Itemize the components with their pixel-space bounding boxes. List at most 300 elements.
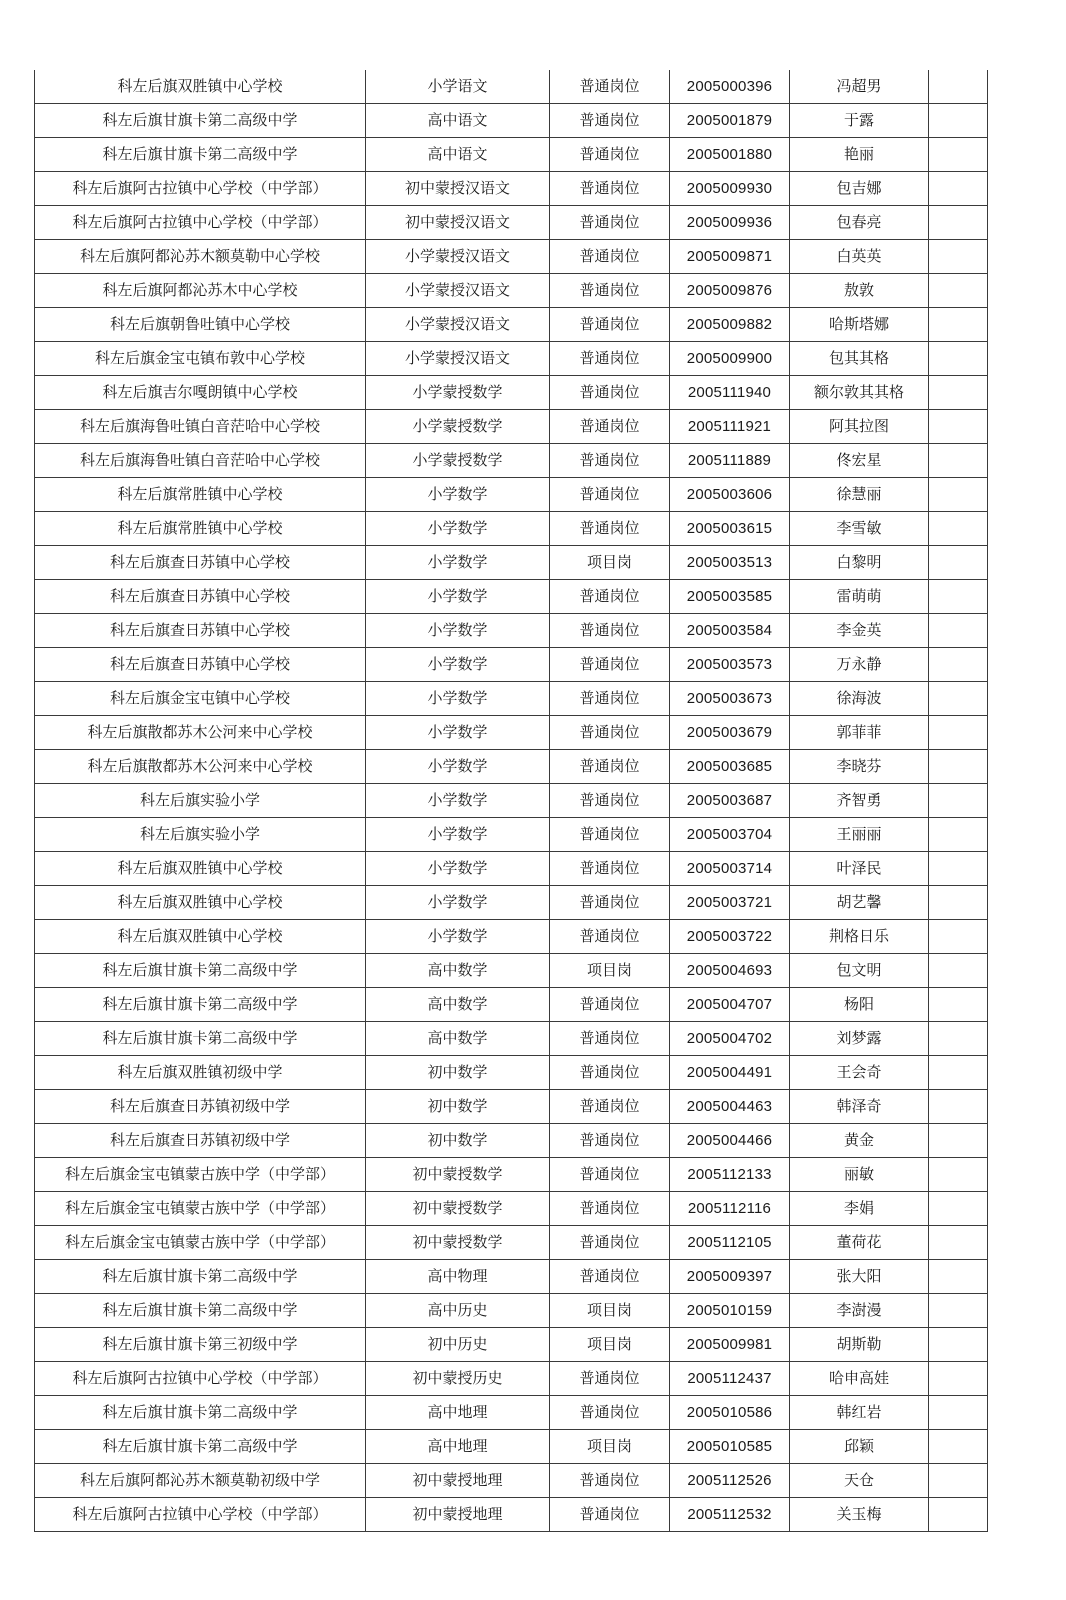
table-row [35, 580, 988, 614]
school-cell: 科左后旗金宝屯镇布敦中心学校 [35, 342, 366, 376]
school-cell: 科左后旗朝鲁吐镇中心学校 [35, 308, 366, 342]
remark-cell [929, 750, 988, 784]
school-cell: 科左后旗查日苏镇中心学校 [35, 648, 366, 682]
remark-cell [929, 818, 988, 852]
name-cell: 黄金 [790, 1124, 929, 1158]
exam-id-cell: 2005004466 [670, 1124, 790, 1158]
name-cell: 荆格日乐 [790, 920, 929, 954]
exam-id-cell: 2005112105 [670, 1226, 790, 1260]
post-type-cell: 普通岗位 [550, 308, 670, 342]
exam-id-cell: 2005003722 [670, 920, 790, 954]
remark-cell [929, 1260, 988, 1294]
remark-cell [929, 1022, 988, 1056]
subject-cell: 初中蒙授历史 [366, 1362, 550, 1396]
table-row [35, 1260, 988, 1294]
name-cell: 齐智勇 [790, 784, 929, 818]
remark-cell [929, 206, 988, 240]
exam-id-cell: 2005001880 [670, 138, 790, 172]
school-cell: 科左后旗查日苏镇中心学校 [35, 546, 366, 580]
table-row [35, 920, 988, 954]
table-row [35, 1498, 988, 1532]
exam-id-cell: 2005003606 [670, 478, 790, 512]
remark-cell [929, 410, 988, 444]
school-cell: 科左后旗甘旗卡第二高级中学 [35, 104, 366, 138]
remark-cell [929, 920, 988, 954]
subject-cell: 小学数学 [366, 580, 550, 614]
subject-cell: 小学数学 [366, 546, 550, 580]
remark-cell [929, 274, 988, 308]
remark-cell [929, 172, 988, 206]
name-cell: 丽敏 [790, 1158, 929, 1192]
post-type-cell: 普通岗位 [550, 206, 670, 240]
table-row [35, 818, 988, 852]
post-type-cell: 普通岗位 [550, 1498, 670, 1532]
exam-id-cell: 2005111889 [670, 444, 790, 478]
table-row [35, 342, 988, 376]
table-row [35, 444, 988, 478]
post-type-cell: 普通岗位 [550, 1226, 670, 1260]
subject-cell: 初中蒙授地理 [366, 1464, 550, 1498]
table-row [35, 682, 988, 716]
subject-cell: 小学蒙授汉语文 [366, 274, 550, 308]
name-cell: 张大阳 [790, 1260, 929, 1294]
subject-cell: 小学数学 [366, 784, 550, 818]
table-row [35, 478, 988, 512]
post-type-cell: 普通岗位 [550, 988, 670, 1022]
roster-sheet [34, 70, 987, 1532]
roster-table [34, 70, 988, 1532]
table-row [35, 410, 988, 444]
table-row [35, 240, 988, 274]
exam-id-cell: 2005003679 [670, 716, 790, 750]
post-type-cell: 普通岗位 [550, 1396, 670, 1430]
remark-cell [929, 1192, 988, 1226]
table-row [35, 138, 988, 172]
name-cell: 邱颖 [790, 1430, 929, 1464]
post-type-cell: 项目岗 [550, 1328, 670, 1362]
remark-cell [929, 376, 988, 410]
table-row [35, 886, 988, 920]
subject-cell: 高中数学 [366, 988, 550, 1022]
remark-cell [929, 886, 988, 920]
post-type-cell: 普通岗位 [550, 614, 670, 648]
school-cell: 科左后旗金宝屯镇中心学校 [35, 682, 366, 716]
subject-cell: 初中蒙授汉语文 [366, 206, 550, 240]
exam-id-cell: 2005003615 [670, 512, 790, 546]
school-cell: 科左后旗阿都沁苏木中心学校 [35, 274, 366, 308]
school-cell: 科左后旗金宝屯镇蒙古族中学（中学部） [35, 1226, 366, 1260]
table-row [35, 614, 988, 648]
remark-cell [929, 104, 988, 138]
school-cell: 科左后旗甘旗卡第二高级中学 [35, 1396, 366, 1430]
name-cell: 哈斯塔娜 [790, 308, 929, 342]
subject-cell: 小学数学 [366, 852, 550, 886]
name-cell: 杨阳 [790, 988, 929, 1022]
table-row [35, 1396, 988, 1430]
subject-cell: 高中物理 [366, 1260, 550, 1294]
remark-cell [929, 1328, 988, 1362]
name-cell: 王会奇 [790, 1056, 929, 1090]
subject-cell: 高中语文 [366, 104, 550, 138]
table-row [35, 954, 988, 988]
subject-cell: 小学蒙授数学 [366, 376, 550, 410]
school-cell: 科左后旗实验小学 [35, 818, 366, 852]
school-cell: 科左后旗海鲁吐镇白音茫哈中心学校 [35, 410, 366, 444]
exam-id-cell: 2005009981 [670, 1328, 790, 1362]
school-cell: 科左后旗阿都沁苏木额莫勒初级中学 [35, 1464, 366, 1498]
table-row [35, 1328, 988, 1362]
table-row [35, 274, 988, 308]
name-cell: 包吉娜 [790, 172, 929, 206]
name-cell: 白英英 [790, 240, 929, 274]
subject-cell: 高中地理 [366, 1430, 550, 1464]
post-type-cell: 项目岗 [550, 1430, 670, 1464]
remark-cell [929, 1090, 988, 1124]
school-cell: 科左后旗查日苏镇中心学校 [35, 580, 366, 614]
remark-cell [929, 240, 988, 274]
school-cell: 科左后旗阿古拉镇中心学校（中学部） [35, 172, 366, 206]
subject-cell: 小学语文 [366, 70, 550, 104]
subject-cell: 小学蒙授汉语文 [366, 240, 550, 274]
exam-id-cell: 2005004702 [670, 1022, 790, 1056]
name-cell: 阿其拉图 [790, 410, 929, 444]
subject-cell: 初中数学 [366, 1090, 550, 1124]
remark-cell [929, 1396, 988, 1430]
school-cell: 科左后旗金宝屯镇蒙古族中学（中学部） [35, 1192, 366, 1226]
school-cell: 科左后旗双胜镇中心学校 [35, 852, 366, 886]
post-type-cell: 项目岗 [550, 546, 670, 580]
post-type-cell: 普通岗位 [550, 104, 670, 138]
name-cell: 徐慧丽 [790, 478, 929, 512]
name-cell: 李雪敏 [790, 512, 929, 546]
exam-id-cell: 2005112437 [670, 1362, 790, 1396]
school-cell: 科左后旗双胜镇中心学校 [35, 920, 366, 954]
table-row [35, 1090, 988, 1124]
exam-id-cell: 2005112116 [670, 1192, 790, 1226]
remark-cell [929, 648, 988, 682]
exam-id-cell: 2005112133 [670, 1158, 790, 1192]
school-cell: 科左后旗阿都沁苏木额莫勒中心学校 [35, 240, 366, 274]
school-cell: 科左后旗海鲁吐镇白音茫哈中心学校 [35, 444, 366, 478]
remark-cell [929, 138, 988, 172]
name-cell: 艳丽 [790, 138, 929, 172]
subject-cell: 高中地理 [366, 1396, 550, 1430]
post-type-cell: 普通岗位 [550, 240, 670, 274]
subject-cell: 小学蒙授汉语文 [366, 308, 550, 342]
subject-cell: 小学数学 [366, 648, 550, 682]
name-cell: 刘梦露 [790, 1022, 929, 1056]
post-type-cell: 普通岗位 [550, 818, 670, 852]
post-type-cell: 普通岗位 [550, 648, 670, 682]
post-type-cell: 普通岗位 [550, 580, 670, 614]
subject-cell: 高中历史 [366, 1294, 550, 1328]
post-type-cell: 普通岗位 [550, 852, 670, 886]
name-cell: 关玉梅 [790, 1498, 929, 1532]
post-type-cell: 普通岗位 [550, 1260, 670, 1294]
subject-cell: 小学蒙授数学 [366, 410, 550, 444]
exam-id-cell: 2005003584 [670, 614, 790, 648]
subject-cell: 高中数学 [366, 954, 550, 988]
table-row [35, 648, 988, 682]
subject-cell: 小学数学 [366, 886, 550, 920]
name-cell: 李金英 [790, 614, 929, 648]
school-cell: 科左后旗常胜镇中心学校 [35, 512, 366, 546]
table-row [35, 1464, 988, 1498]
table-row [35, 1226, 988, 1260]
exam-id-cell: 2005009876 [670, 274, 790, 308]
name-cell: 敖敦 [790, 274, 929, 308]
post-type-cell: 普通岗位 [550, 1022, 670, 1056]
school-cell: 科左后旗甘旗卡第二高级中学 [35, 1294, 366, 1328]
remark-cell [929, 1158, 988, 1192]
exam-id-cell: 2005000396 [670, 70, 790, 104]
subject-cell: 小学数学 [366, 478, 550, 512]
remark-cell [929, 614, 988, 648]
remark-cell [929, 852, 988, 886]
table-row [35, 206, 988, 240]
remark-cell [929, 1124, 988, 1158]
remark-cell [929, 478, 988, 512]
name-cell: 叶泽民 [790, 852, 929, 886]
name-cell: 王丽丽 [790, 818, 929, 852]
exam-id-cell: 2005004693 [670, 954, 790, 988]
exam-id-cell: 2005003685 [670, 750, 790, 784]
exam-id-cell: 2005004707 [670, 988, 790, 1022]
school-cell: 科左后旗甘旗卡第二高级中学 [35, 1430, 366, 1464]
name-cell: 额尔敦其其格 [790, 376, 929, 410]
remark-cell [929, 988, 988, 1022]
subject-cell: 初中蒙授汉语文 [366, 172, 550, 206]
post-type-cell: 普通岗位 [550, 1192, 670, 1226]
table-row [35, 308, 988, 342]
exam-id-cell: 2005003585 [670, 580, 790, 614]
table-row [35, 750, 988, 784]
post-type-cell: 普通岗位 [550, 342, 670, 376]
name-cell: 冯超男 [790, 70, 929, 104]
school-cell: 科左后旗阿古拉镇中心学校（中学部） [35, 1362, 366, 1396]
post-type-cell: 普通岗位 [550, 716, 670, 750]
post-type-cell: 普通岗位 [550, 70, 670, 104]
name-cell: 白黎明 [790, 546, 929, 580]
post-type-cell: 普通岗位 [550, 1158, 670, 1192]
subject-cell: 初中数学 [366, 1124, 550, 1158]
post-type-cell: 普通岗位 [550, 444, 670, 478]
name-cell: 于露 [790, 104, 929, 138]
table-row [35, 1192, 988, 1226]
table-row [35, 546, 988, 580]
exam-id-cell: 2005003513 [670, 546, 790, 580]
exam-id-cell: 2005009882 [670, 308, 790, 342]
table-row [35, 376, 988, 410]
exam-id-cell: 2005003721 [670, 886, 790, 920]
name-cell: 韩泽奇 [790, 1090, 929, 1124]
school-cell: 科左后旗实验小学 [35, 784, 366, 818]
school-cell: 科左后旗阿古拉镇中心学校（中学部） [35, 206, 366, 240]
post-type-cell: 普通岗位 [550, 1362, 670, 1396]
table-row [35, 1294, 988, 1328]
post-type-cell: 普通岗位 [550, 410, 670, 444]
roster-body [35, 70, 988, 1532]
name-cell: 胡斯勒 [790, 1328, 929, 1362]
post-type-cell: 普通岗位 [550, 750, 670, 784]
exam-id-cell: 2005003704 [670, 818, 790, 852]
table-row [35, 70, 988, 104]
post-type-cell: 普通岗位 [550, 1056, 670, 1090]
table-row [35, 1124, 988, 1158]
school-cell: 科左后旗甘旗卡第二高级中学 [35, 988, 366, 1022]
post-type-cell: 普通岗位 [550, 682, 670, 716]
table-row [35, 1430, 988, 1464]
post-type-cell: 普通岗位 [550, 886, 670, 920]
exam-id-cell: 2005009871 [670, 240, 790, 274]
table-row [35, 172, 988, 206]
name-cell: 雷萌萌 [790, 580, 929, 614]
remark-cell [929, 1430, 988, 1464]
post-type-cell: 普通岗位 [550, 376, 670, 410]
name-cell: 哈申高娃 [790, 1362, 929, 1396]
table-row [35, 1158, 988, 1192]
remark-cell [929, 70, 988, 104]
exam-id-cell: 2005009930 [670, 172, 790, 206]
subject-cell: 初中数学 [366, 1056, 550, 1090]
subject-cell: 初中蒙授数学 [366, 1158, 550, 1192]
exam-id-cell: 2005111940 [670, 376, 790, 410]
post-type-cell: 普通岗位 [550, 478, 670, 512]
table-row [35, 716, 988, 750]
table-row [35, 988, 988, 1022]
name-cell: 徐海波 [790, 682, 929, 716]
post-type-cell: 普通岗位 [550, 512, 670, 546]
post-type-cell: 普通岗位 [550, 274, 670, 308]
subject-cell: 小学蒙授数学 [366, 444, 550, 478]
post-type-cell: 普通岗位 [550, 172, 670, 206]
table-row [35, 512, 988, 546]
subject-cell: 高中数学 [366, 1022, 550, 1056]
table-row [35, 852, 988, 886]
subject-cell: 小学数学 [366, 682, 550, 716]
table-row [35, 104, 988, 138]
remark-cell [929, 1464, 988, 1498]
remark-cell [929, 1498, 988, 1532]
subject-cell: 高中语文 [366, 138, 550, 172]
school-cell: 科左后旗查日苏镇初级中学 [35, 1090, 366, 1124]
school-cell: 科左后旗常胜镇中心学校 [35, 478, 366, 512]
name-cell: 包其其格 [790, 342, 929, 376]
exam-id-cell: 2005112526 [670, 1464, 790, 1498]
exam-id-cell: 2005111921 [670, 410, 790, 444]
exam-id-cell: 2005010586 [670, 1396, 790, 1430]
exam-id-cell: 2005112532 [670, 1498, 790, 1532]
name-cell: 韩红岩 [790, 1396, 929, 1430]
exam-id-cell: 2005009936 [670, 206, 790, 240]
school-cell: 科左后旗查日苏镇初级中学 [35, 1124, 366, 1158]
school-cell: 科左后旗甘旗卡第二高级中学 [35, 138, 366, 172]
remark-cell [929, 546, 988, 580]
subject-cell: 小学数学 [366, 716, 550, 750]
remark-cell [929, 1362, 988, 1396]
remark-cell [929, 682, 988, 716]
subject-cell: 小学数学 [366, 818, 550, 852]
subject-cell: 小学数学 [366, 920, 550, 954]
post-type-cell: 普通岗位 [550, 1124, 670, 1158]
name-cell: 万永静 [790, 648, 929, 682]
school-cell: 科左后旗甘旗卡第二高级中学 [35, 1260, 366, 1294]
school-cell: 科左后旗双胜镇中心学校 [35, 886, 366, 920]
name-cell: 天仓 [790, 1464, 929, 1498]
school-cell: 科左后旗金宝屯镇蒙古族中学（中学部） [35, 1158, 366, 1192]
remark-cell [929, 954, 988, 988]
subject-cell: 小学数学 [366, 614, 550, 648]
post-type-cell: 普通岗位 [550, 784, 670, 818]
school-cell: 科左后旗查日苏镇中心学校 [35, 614, 366, 648]
table-row [35, 1022, 988, 1056]
school-cell: 科左后旗甘旗卡第三初级中学 [35, 1328, 366, 1362]
exam-id-cell: 2005003714 [670, 852, 790, 886]
exam-id-cell: 2005003573 [670, 648, 790, 682]
remark-cell [929, 444, 988, 478]
exam-id-cell: 2005009397 [670, 1260, 790, 1294]
remark-cell [929, 716, 988, 750]
school-cell: 科左后旗甘旗卡第二高级中学 [35, 954, 366, 988]
school-cell: 科左后旗散都苏木公河来中心学校 [35, 716, 366, 750]
remark-cell [929, 512, 988, 546]
exam-id-cell: 2005001879 [670, 104, 790, 138]
subject-cell: 初中蒙授地理 [366, 1498, 550, 1532]
exam-id-cell: 2005009900 [670, 342, 790, 376]
table-row [35, 1362, 988, 1396]
school-cell: 科左后旗阿古拉镇中心学校（中学部） [35, 1498, 366, 1532]
name-cell: 佟宏星 [790, 444, 929, 478]
exam-id-cell: 2005004463 [670, 1090, 790, 1124]
subject-cell: 初中蒙授数学 [366, 1226, 550, 1260]
subject-cell: 小学数学 [366, 750, 550, 784]
name-cell: 胡艺馨 [790, 886, 929, 920]
post-type-cell: 项目岗 [550, 954, 670, 988]
subject-cell: 小学数学 [366, 512, 550, 546]
exam-id-cell: 2005010159 [670, 1294, 790, 1328]
remark-cell [929, 1226, 988, 1260]
subject-cell: 初中蒙授数学 [366, 1192, 550, 1226]
name-cell: 包文明 [790, 954, 929, 988]
school-cell: 科左后旗吉尔嘎朗镇中心学校 [35, 376, 366, 410]
name-cell: 包春亮 [790, 206, 929, 240]
table-row [35, 784, 988, 818]
remark-cell [929, 580, 988, 614]
exam-id-cell: 2005003673 [670, 682, 790, 716]
post-type-cell: 普通岗位 [550, 1464, 670, 1498]
name-cell: 李晓芬 [790, 750, 929, 784]
school-cell: 科左后旗双胜镇中心学校 [35, 70, 366, 104]
school-cell: 科左后旗甘旗卡第二高级中学 [35, 1022, 366, 1056]
name-cell: 李澍漫 [790, 1294, 929, 1328]
post-type-cell: 普通岗位 [550, 138, 670, 172]
post-type-cell: 项目岗 [550, 1294, 670, 1328]
subject-cell: 小学蒙授汉语文 [366, 342, 550, 376]
exam-id-cell: 2005003687 [670, 784, 790, 818]
remark-cell [929, 342, 988, 376]
post-type-cell: 普通岗位 [550, 920, 670, 954]
post-type-cell: 普通岗位 [550, 1090, 670, 1124]
remark-cell [929, 784, 988, 818]
exam-id-cell: 2005004491 [670, 1056, 790, 1090]
table-row [35, 1056, 988, 1090]
remark-cell [929, 308, 988, 342]
school-cell: 科左后旗双胜镇初级中学 [35, 1056, 366, 1090]
school-cell: 科左后旗散都苏木公河来中心学校 [35, 750, 366, 784]
name-cell: 李娟 [790, 1192, 929, 1226]
remark-cell [929, 1056, 988, 1090]
name-cell: 郭菲菲 [790, 716, 929, 750]
